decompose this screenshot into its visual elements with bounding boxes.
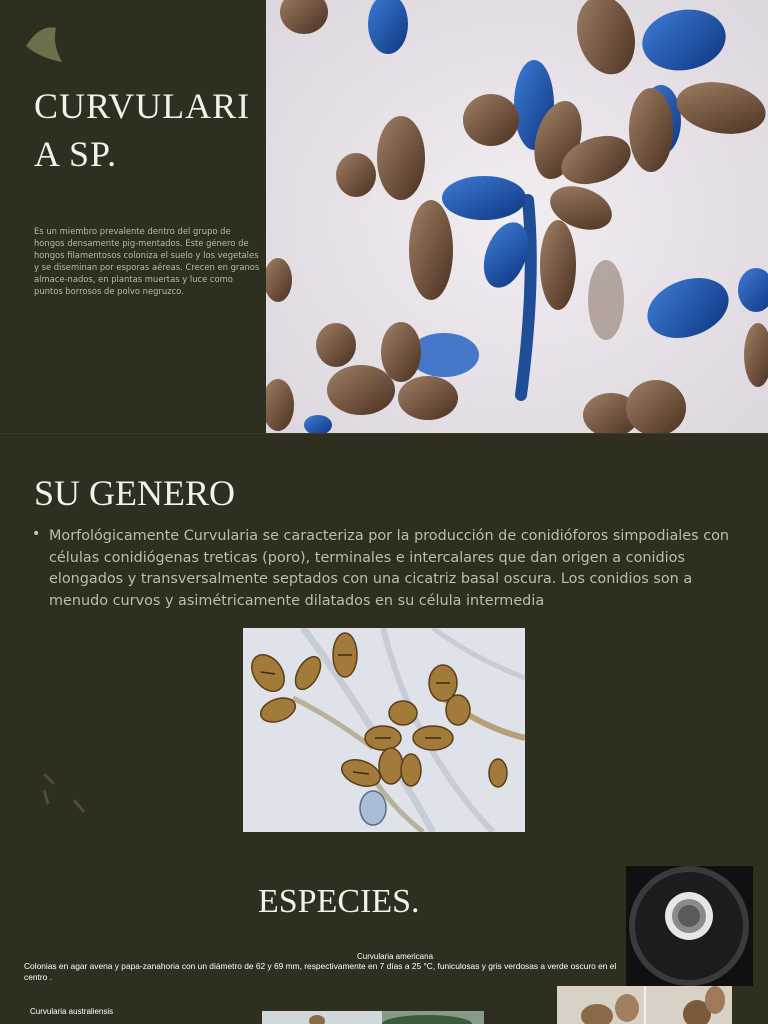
grass-decoration-icon bbox=[40, 770, 88, 816]
species-description: Colonias en agar avena y papa-zanahoria con un diámetro de 62 y 69 mm, respectivamente en 7 días a 25 °C, funiculosas y gris verdosas a verde oscuro en el centro . bbox=[24, 961, 617, 982]
conidia-thumbnail-image bbox=[557, 986, 732, 1024]
bullet-icon: • bbox=[32, 526, 41, 542]
leaf-decoration-icon bbox=[22, 24, 64, 64]
species-name: Curvularia americana bbox=[357, 952, 434, 961]
curvularia-micrograph-image bbox=[266, 0, 768, 433]
bullet-item bbox=[32, 526, 744, 612]
slide-title: CURVULARIA SP. bbox=[34, 86, 251, 174]
conidiophores-micrograph-image bbox=[243, 628, 525, 832]
slide-title: ESPECIES. bbox=[258, 883, 420, 920]
slide-description: Es un miembro prevalente dentro del grupo de hongos densamente pig-mentados. Este género de hongos filamentosos coloniza el suelo y los vegetales y se diseminan por esporas aéreas. Crecen en granos almace-nados, en plantas muertas y luce como puntos borrosos de polvo negruzco. bbox=[34, 226, 260, 296]
petri-dish-image bbox=[626, 866, 753, 986]
bullet-text: Morfológicamente Curvularia se caracteriza por la producción de conidióforos simpodiales con células conidiógenas treticas (poro), terminales e intercalares que dan origen a conidios elongados y transversalmente septados con una cicatriz basal oscura. Los conidios son a menudo curvos y asimétricamente dilatados en su célula intermedia bbox=[49, 528, 730, 609]
slide-genero bbox=[0, 433, 768, 862]
species-name: Curvularia australiensis bbox=[30, 1007, 114, 1016]
slide-title: SU GENERO bbox=[34, 473, 236, 513]
slide-curvularia-intro bbox=[0, 0, 768, 433]
slide-especies bbox=[0, 861, 768, 1024]
micrograph-thumbnail-image bbox=[262, 1011, 484, 1024]
